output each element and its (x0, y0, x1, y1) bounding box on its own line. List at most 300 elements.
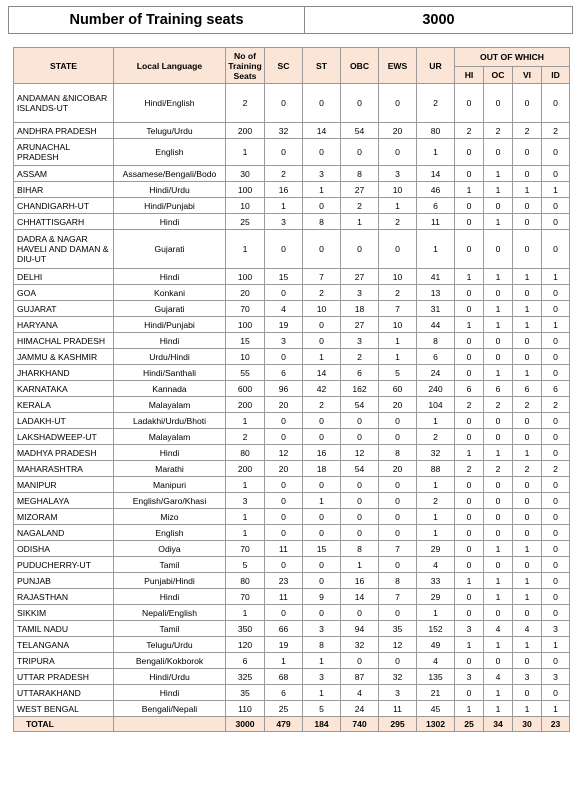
cell-lang: Telugu/Urdu (114, 637, 226, 653)
cell-state: NAGALAND (14, 525, 114, 541)
cell-state: PUDUCHERRY-UT (14, 557, 114, 573)
table-row (14, 84, 570, 123)
cell-hi: 0 (455, 653, 484, 669)
cell-ews: 11 (379, 701, 417, 717)
cell-state: GOA (14, 285, 114, 301)
cell-id: 0 (542, 525, 570, 541)
cell-sc: 96 (265, 381, 303, 397)
cell-ur: 49 (417, 637, 455, 653)
cell-sc: 0 (265, 139, 303, 166)
table-row (14, 493, 570, 509)
cell-oc: 1 (484, 317, 513, 333)
cell-id: 1 (542, 182, 570, 198)
table-row (14, 541, 570, 557)
cell-sc: 0 (265, 285, 303, 301)
cell-hi: 0 (455, 429, 484, 445)
cell-lang: Assamese/Bengali/Bodo (114, 166, 226, 182)
cell-oc: 0 (484, 605, 513, 621)
cell-st: 1 (303, 349, 341, 365)
cell-seats: 35 (226, 685, 265, 701)
cell-sc: 20 (265, 397, 303, 413)
cell-ur: 31 (417, 301, 455, 317)
cell-ews: 0 (379, 557, 417, 573)
cell-ews: 3 (379, 166, 417, 182)
cell-id: 2 (542, 461, 570, 477)
cell-lang: Gujarati (114, 301, 226, 317)
total-ews: 295 (379, 717, 417, 732)
table-row (14, 317, 570, 333)
total-hi: 25 (455, 717, 484, 732)
cell-ews: 0 (379, 230, 417, 269)
table-row (14, 381, 570, 397)
cell-obc: 0 (341, 605, 379, 621)
cell-lang: Odiya (114, 541, 226, 557)
cell-oc: 1 (484, 269, 513, 285)
cell-lang: Malayalam (114, 429, 226, 445)
cell-seats: 10 (226, 349, 265, 365)
cell-st: 0 (303, 509, 341, 525)
cell-ews: 0 (379, 605, 417, 621)
cell-vi: 1 (513, 573, 542, 589)
table-row (14, 230, 570, 269)
cell-hi: 1 (455, 269, 484, 285)
cell-sc: 0 (265, 605, 303, 621)
cell-sc: 0 (265, 493, 303, 509)
cell-lang: Tamil (114, 557, 226, 573)
cell-vi: 0 (513, 557, 542, 573)
cell-st: 0 (303, 333, 341, 349)
cell-vi: 0 (513, 230, 542, 269)
cell-obc: 0 (341, 653, 379, 669)
cell-vi: 1 (513, 589, 542, 605)
cell-seats: 70 (226, 541, 265, 557)
cell-state: JHARKHAND (14, 365, 114, 381)
table-row (14, 214, 570, 230)
cell-ews: 7 (379, 589, 417, 605)
cell-vi: 0 (513, 477, 542, 493)
cell-st: 7 (303, 269, 341, 285)
cell-seats: 100 (226, 269, 265, 285)
cell-lang: Kannada (114, 381, 226, 397)
cell-sc: 3 (265, 214, 303, 230)
cell-lang: Mizo (114, 509, 226, 525)
cell-lang: Malayalam (114, 397, 226, 413)
cell-st: 10 (303, 301, 341, 317)
cell-ur: 1 (417, 230, 455, 269)
cell-ews: 0 (379, 493, 417, 509)
table-row (14, 525, 570, 541)
cell-ur: 46 (417, 182, 455, 198)
cell-ur: 1 (417, 413, 455, 429)
cell-vi: 0 (513, 333, 542, 349)
table-row (14, 198, 570, 214)
cell-ur: 41 (417, 269, 455, 285)
cell-id: 3 (542, 621, 570, 637)
cell-st: 15 (303, 541, 341, 557)
cell-oc: 1 (484, 637, 513, 653)
cell-obc: 16 (341, 573, 379, 589)
cell-st: 2 (303, 285, 341, 301)
cell-state: ASSAM (14, 166, 114, 182)
cell-oc: 0 (484, 413, 513, 429)
cell-obc: 27 (341, 317, 379, 333)
cell-id: 0 (542, 84, 570, 123)
cell-seats: 2 (226, 84, 265, 123)
total-obc: 740 (341, 717, 379, 732)
cell-obc: 8 (341, 541, 379, 557)
cell-hi: 0 (455, 557, 484, 573)
cell-lang: Hindi/Urdu (114, 182, 226, 198)
cell-state: JAMMU & KASHMIR (14, 349, 114, 365)
cell-lang: Hindi (114, 269, 226, 285)
cell-lang: Hindi/English (114, 84, 226, 123)
cell-sc: 0 (265, 429, 303, 445)
header-state: STATE (14, 48, 114, 84)
cell-st: 1 (303, 685, 341, 701)
cell-hi: 0 (455, 541, 484, 557)
cell-state: KERALA (14, 397, 114, 413)
cell-hi: 0 (455, 413, 484, 429)
cell-ews: 0 (379, 477, 417, 493)
cell-ur: 45 (417, 701, 455, 717)
summary-table (8, 6, 573, 34)
cell-ews: 1 (379, 333, 417, 349)
cell-vi: 0 (513, 493, 542, 509)
cell-seats: 1 (226, 477, 265, 493)
cell-state: UTTARAKHAND (14, 685, 114, 701)
cell-hi: 0 (455, 333, 484, 349)
cell-ews: 8 (379, 445, 417, 461)
cell-obc: 3 (341, 333, 379, 349)
cell-hi: 1 (455, 445, 484, 461)
cell-vi: 2 (513, 461, 542, 477)
cell-ur: 44 (417, 317, 455, 333)
cell-id: 1 (542, 269, 570, 285)
cell-hi: 0 (455, 349, 484, 365)
cell-lang: English (114, 525, 226, 541)
cell-ur: 80 (417, 123, 455, 139)
cell-oc: 1 (484, 589, 513, 605)
summary-label: Number of Training seats (9, 7, 305, 34)
table-body (14, 84, 570, 717)
cell-vi: 1 (513, 317, 542, 333)
cell-state: GUJARAT (14, 301, 114, 317)
cell-oc: 0 (484, 230, 513, 269)
cell-obc: 54 (341, 397, 379, 413)
cell-ews: 12 (379, 637, 417, 653)
cell-hi: 0 (455, 589, 484, 605)
cell-obc: 54 (341, 461, 379, 477)
cell-obc: 0 (341, 413, 379, 429)
cell-seats: 350 (226, 621, 265, 637)
cell-hi: 3 (455, 621, 484, 637)
cell-vi: 1 (513, 365, 542, 381)
cell-vi: 0 (513, 198, 542, 214)
header-ur: UR (417, 48, 455, 84)
cell-vi: 6 (513, 381, 542, 397)
cell-lang: Bengali/Nepali (114, 701, 226, 717)
cell-hi: 1 (455, 701, 484, 717)
cell-st: 0 (303, 413, 341, 429)
table-row (14, 509, 570, 525)
cell-oc: 1 (484, 214, 513, 230)
cell-sc: 6 (265, 685, 303, 701)
cell-seats: 325 (226, 669, 265, 685)
cell-sc: 23 (265, 573, 303, 589)
cell-oc: 1 (484, 573, 513, 589)
cell-ur: 8 (417, 333, 455, 349)
cell-ur: 24 (417, 365, 455, 381)
table-row (14, 669, 570, 685)
cell-sc: 16 (265, 182, 303, 198)
cell-lang: Hindi/Santhali (114, 365, 226, 381)
cell-state: ODISHA (14, 541, 114, 557)
cell-id: 0 (542, 333, 570, 349)
cell-hi: 1 (455, 182, 484, 198)
cell-obc: 0 (341, 477, 379, 493)
table-row (14, 397, 570, 413)
cell-hi: 0 (455, 477, 484, 493)
cell-id: 0 (542, 429, 570, 445)
cell-oc: 0 (484, 557, 513, 573)
cell-hi: 0 (455, 214, 484, 230)
cell-id: 0 (542, 605, 570, 621)
cell-st: 8 (303, 637, 341, 653)
cell-seats: 1 (226, 139, 265, 166)
cell-ur: 135 (417, 669, 455, 685)
cell-oc: 0 (484, 84, 513, 123)
cell-sc: 0 (265, 509, 303, 525)
cell-st: 1 (303, 493, 341, 509)
cell-vi: 1 (513, 269, 542, 285)
header-sc: SC (265, 48, 303, 84)
cell-seats: 15 (226, 333, 265, 349)
cell-state: MANIPUR (14, 477, 114, 493)
cell-vi: 0 (513, 509, 542, 525)
total-ur: 1302 (417, 717, 455, 732)
cell-obc: 2 (341, 198, 379, 214)
cell-obc: 18 (341, 301, 379, 317)
cell-hi: 0 (455, 509, 484, 525)
cell-seats: 70 (226, 301, 265, 317)
cell-vi: 0 (513, 285, 542, 301)
cell-lang: Hindi (114, 333, 226, 349)
cell-seats: 55 (226, 365, 265, 381)
cell-seats: 5 (226, 557, 265, 573)
header-ews: EWS (379, 48, 417, 84)
cell-ews: 8 (379, 573, 417, 589)
cell-obc: 54 (341, 123, 379, 139)
cell-seats: 200 (226, 123, 265, 139)
cell-sc: 0 (265, 230, 303, 269)
cell-state: TAMIL NADU (14, 621, 114, 637)
cell-sc: 1 (265, 198, 303, 214)
table-row (14, 605, 570, 621)
cell-ews: 2 (379, 285, 417, 301)
cell-oc: 0 (484, 333, 513, 349)
cell-sc: 0 (265, 557, 303, 573)
cell-oc: 1 (484, 166, 513, 182)
cell-sc: 20 (265, 461, 303, 477)
cell-sc: 11 (265, 541, 303, 557)
cell-id: 6 (542, 381, 570, 397)
cell-obc: 1 (341, 214, 379, 230)
cell-obc: 94 (341, 621, 379, 637)
cell-oc: 1 (484, 365, 513, 381)
table-row (14, 637, 570, 653)
cell-ur: 6 (417, 198, 455, 214)
cell-lang: Hindi/Urdu (114, 669, 226, 685)
cell-seats: 110 (226, 701, 265, 717)
cell-ews: 7 (379, 541, 417, 557)
cell-vi: 1 (513, 301, 542, 317)
cell-hi: 0 (455, 605, 484, 621)
cell-st: 5 (303, 701, 341, 717)
cell-hi: 2 (455, 123, 484, 139)
cell-vi: 1 (513, 637, 542, 653)
cell-ews: 2 (379, 214, 417, 230)
cell-obc: 1 (341, 557, 379, 573)
table-row (14, 269, 570, 285)
cell-oc: 2 (484, 461, 513, 477)
cell-ur: 1 (417, 477, 455, 493)
cell-state: TRIPURA (14, 653, 114, 669)
cell-ews: 35 (379, 621, 417, 637)
cell-st: 0 (303, 230, 341, 269)
cell-st: 3 (303, 621, 341, 637)
header-row (14, 48, 570, 67)
cell-lang: Hindi (114, 589, 226, 605)
cell-lang: Telugu/Urdu (114, 123, 226, 139)
cell-state: ANDHRA PRADESH (14, 123, 114, 139)
table-row (14, 301, 570, 317)
cell-ur: 14 (417, 166, 455, 182)
table-row (14, 365, 570, 381)
cell-seats: 1 (226, 525, 265, 541)
cell-state: TELANGANA (14, 637, 114, 653)
cell-vi: 3 (513, 669, 542, 685)
cell-seats: 600 (226, 381, 265, 397)
cell-obc: 14 (341, 589, 379, 605)
cell-ews: 0 (379, 413, 417, 429)
cell-st: 3 (303, 166, 341, 182)
cell-st: 3 (303, 669, 341, 685)
cell-ews: 1 (379, 349, 417, 365)
cell-id: 0 (542, 230, 570, 269)
cell-hi: 2 (455, 397, 484, 413)
cell-oc: 1 (484, 182, 513, 198)
table-row (14, 573, 570, 589)
cell-id: 1 (542, 701, 570, 717)
cell-state: CHHATTISGARH (14, 214, 114, 230)
cell-seats: 100 (226, 317, 265, 333)
cell-st: 0 (303, 84, 341, 123)
cell-ews: 60 (379, 381, 417, 397)
table-row (14, 139, 570, 166)
cell-sc: 0 (265, 477, 303, 493)
cell-ur: 1 (417, 605, 455, 621)
cell-ews: 3 (379, 685, 417, 701)
cell-lang: English/Garo/Khasi (114, 493, 226, 509)
total-oc: 34 (484, 717, 513, 732)
cell-id: 0 (542, 301, 570, 317)
cell-id: 1 (542, 637, 570, 653)
header-id: ID (542, 67, 570, 84)
cell-st: 0 (303, 139, 341, 166)
cell-seats: 1 (226, 509, 265, 525)
cell-obc: 2 (341, 349, 379, 365)
cell-ews: 20 (379, 461, 417, 477)
cell-id: 0 (542, 445, 570, 461)
cell-ur: 152 (417, 621, 455, 637)
cell-sc: 0 (265, 413, 303, 429)
cell-oc: 6 (484, 381, 513, 397)
cell-ews: 32 (379, 669, 417, 685)
cell-state: MEGHALAYA (14, 493, 114, 509)
cell-oc: 0 (484, 429, 513, 445)
cell-st: 0 (303, 557, 341, 573)
cell-oc: 0 (484, 198, 513, 214)
cell-obc: 8 (341, 166, 379, 182)
cell-oc: 0 (484, 139, 513, 166)
cell-st: 0 (303, 429, 341, 445)
cell-seats: 80 (226, 573, 265, 589)
cell-hi: 3 (455, 669, 484, 685)
header-hi: HI (455, 67, 484, 84)
cell-seats: 10 (226, 198, 265, 214)
header-vi: VI (513, 67, 542, 84)
cell-id: 2 (542, 397, 570, 413)
cell-lang: Nepali/English (114, 605, 226, 621)
table-row (14, 429, 570, 445)
cell-obc: 0 (341, 230, 379, 269)
cell-id: 0 (542, 509, 570, 525)
table-row (14, 621, 570, 637)
cell-oc: 0 (484, 349, 513, 365)
cell-id: 1 (542, 317, 570, 333)
cell-hi: 0 (455, 301, 484, 317)
table-row (14, 589, 570, 605)
cell-seats: 3 (226, 493, 265, 509)
cell-obc: 0 (341, 84, 379, 123)
cell-hi: 0 (455, 685, 484, 701)
cell-st: 14 (303, 365, 341, 381)
cell-ews: 0 (379, 429, 417, 445)
cell-ews: 0 (379, 525, 417, 541)
cell-ur: 21 (417, 685, 455, 701)
cell-id: 0 (542, 285, 570, 301)
cell-ur: 2 (417, 493, 455, 509)
cell-state: CHANDIGARH-UT (14, 198, 114, 214)
cell-state: RAJASTHAN (14, 589, 114, 605)
cell-oc: 1 (484, 445, 513, 461)
cell-obc: 0 (341, 139, 379, 166)
cell-ews: 5 (379, 365, 417, 381)
cell-ur: 4 (417, 557, 455, 573)
cell-hi: 0 (455, 525, 484, 541)
header-oc: OC (484, 67, 513, 84)
cell-seats: 2 (226, 429, 265, 445)
cell-obc: 27 (341, 182, 379, 198)
cell-st: 16 (303, 445, 341, 461)
cell-obc: 27 (341, 269, 379, 285)
cell-seats: 25 (226, 214, 265, 230)
cell-id: 0 (542, 685, 570, 701)
cell-id: 3 (542, 669, 570, 685)
cell-vi: 1 (513, 701, 542, 717)
cell-vi: 0 (513, 349, 542, 365)
cell-ur: 2 (417, 429, 455, 445)
